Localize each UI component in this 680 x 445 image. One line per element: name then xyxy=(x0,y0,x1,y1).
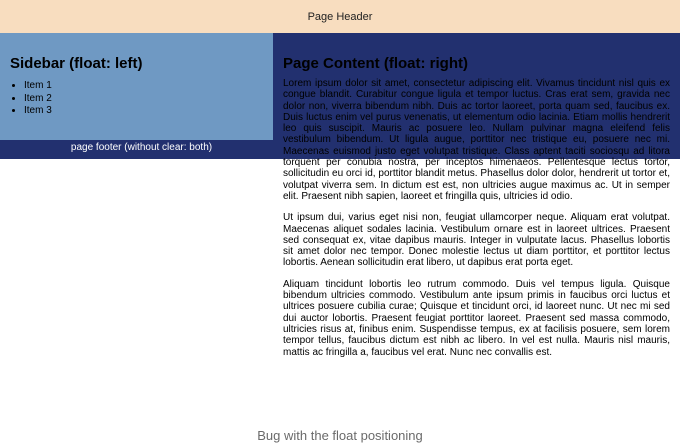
caption: Bug with the float positioning xyxy=(257,428,423,443)
sidebar-title: Sidebar (float: left) xyxy=(10,55,143,72)
content-paragraph: Ut ipsum dui, varius eget nisi non, feugiat ullamcorper neque. Aliquam erat volutpat. Maecenas aliquet sodales lacinia. Vestibulum ornare est in laoreet ultrices. Praesent sed consequat ex, vitae dapibus mauris. Integer in vulputate lacus. Phasellus lobortis sit amet dolor nec tempor. Donec molestie lectus ut diam porttitor, et porttitor lectus lobortis. Aenean sollicitudin erat libero, ut dapibus erat porta eget. xyxy=(283,212,670,269)
page-footer-text: page footer (without clear: both) xyxy=(70,142,213,153)
page-header xyxy=(0,0,680,33)
sidebar-item: • Item 1 xyxy=(24,80,263,93)
sidebar-list xyxy=(10,80,263,118)
content-title: Page Content (float: right) xyxy=(283,55,468,72)
sidebar-item: • Item 2 xyxy=(24,93,263,106)
page-header-text: Page Header xyxy=(307,10,373,23)
content-paragraph: Aliquam tincidunt lobortis leo rutrum commodo. Duis vel tempus ligula. Quisque bibendum ultricies commodo. Vestibulum ante ipsum primis in faucibus orci luctus et ultrices posuere cubilia curae; Quisque et tincidunt orci, id laoreet nunc. Ut nec mi sed dui auctor lobortis. Praesent feugiat porttitor laoreet. Praesent sed massa commodo, ultricies risus at, finibus enim. Suspendisse tempus, ex at facilisis posuere, sem lorem tempor tellus, faucibus dictum est nibh ac libero. In vel est nulla. Mauris nisl mauris, mattis ac fringilla a, faucibus vel erat. Nunc nec convallis est. xyxy=(283,278,670,358)
content-paragraph: Lorem ipsum dolor sit amet, consectetur adipiscing elit. Vivamus tincidunt nisl quis ex congue blandit. Curabitur congue ligula et tempor luctus. Cras erat sem, gravida nec dolor non, viverra bibendum nibh. Duis ac tortor laoreet, porta quam sed, faucibus ex. Duis luctus enim vel purus venenatis, ut elementum odio lacinia. Etiam mollis hendrerit leo quis suscipit. Mauris ac posuere leo. Nullam pulvinar magna eleifend felis vestibulum bibendum. Ut ligula augue, porttitor nec tristique eu, posuere nec mi. Maecenas euismod justo eget volutpat tristique. Class aptent taciti sociosqu ad litora torquent per conubia nostra, per inceptos himenaeos. Pellentesque lectus tortor, sollicitudin eu orci id, porttitor blandit metus. Phasellus dolor dolor, hendrerit ut tortor et, volutpat viverra sem. In dictum est est, non ultricies augue maximus ac. Ut in semper elit. Praesent nibh sapien, laoreet et fringilla quis, ultricies id odio. xyxy=(283,78,670,202)
page-content xyxy=(273,33,680,368)
sidebar-item: • Item 3 xyxy=(24,105,263,118)
sidebar xyxy=(0,33,273,140)
